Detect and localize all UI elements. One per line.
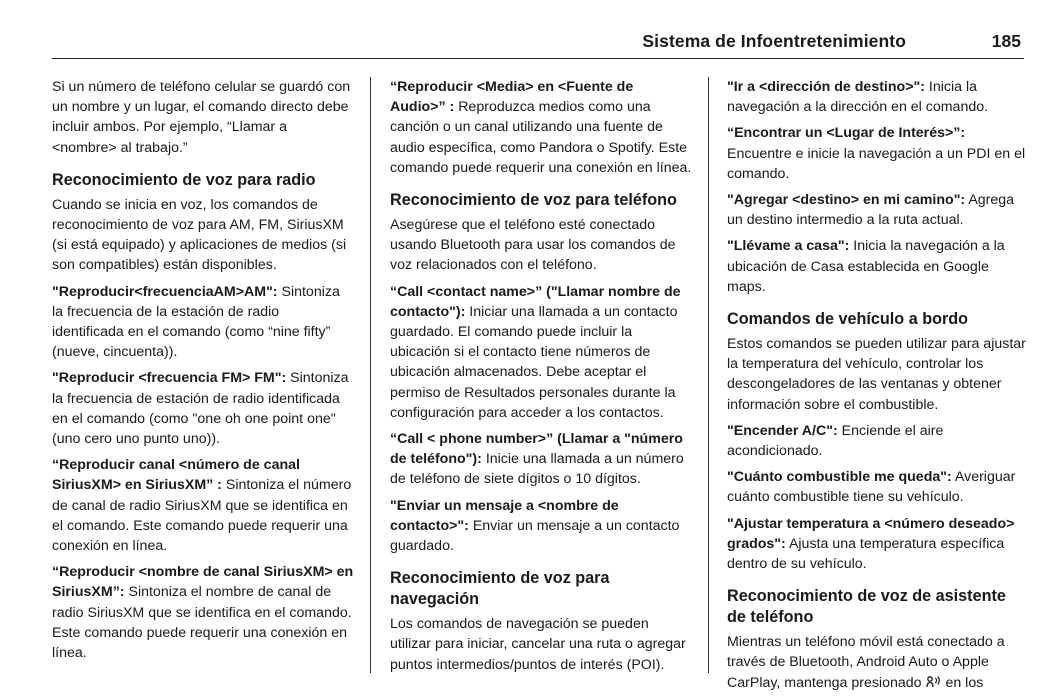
command-description: Enviar un mensaje a un contacto guardado.	[390, 517, 680, 555]
command-label: "Reproducir <frecuencia FM> FM":	[52, 370, 287, 387]
paragraph: Estos comandos se pueden utilizar para ajustar la temperatura del vehículo, controlar los descongeladores de las ventanas y obtener información sobre el combustible.	[727, 336, 1026, 413]
command-description: Inicie una llamada a un número de teléfono de siete dígitos o 10 dígitos.	[390, 451, 684, 488]
command-description: Sintoniza el nombre de canal de radio SiriusXM que se identifica en el comando. Este comando puede requerir una conexión en línea.	[52, 584, 352, 662]
paragraph: Los comandos de navegación se pueden utilizar para iniciar, cancelar una ruta o agregar puntos intermedios/puntos de interés (POI).	[390, 616, 686, 673]
command-entry	[52, 282, 354, 363]
command-description: Iniciar una llamada a un contacto guardado. El comando puede incluir la ubicación si el contacto tiene números de ubicación almacenados. Debe aceptar el permiso de Resultados personales durante la configuración para acceder a los contactos.	[390, 303, 678, 421]
column-3	[727, 77, 1029, 691]
command-label: “Reproducir <nombre de canal SiriusXM> en SiriusXM”:	[52, 564, 354, 601]
column-1	[52, 77, 354, 677]
command-description: Sintoniza el número de canal de radio SiriusXM que se identifica en el comando. Este comando puede requerir una conexión en línea.	[52, 477, 352, 555]
command-entry	[390, 496, 692, 557]
command-label: “Call < phone number>” (Llamar a "número de teléfono"):	[390, 431, 683, 468]
command-label: "Agregar <destino> en mi camino":	[727, 192, 966, 209]
command-label: “Encontrar un <Lugar de Interés>”:	[727, 125, 966, 142]
heading-radio: Reconocimiento de voz para radio	[52, 170, 316, 189]
command-entry	[390, 282, 692, 423]
command-description: Encuentre e inicie la navegación a un PDI en el comando.	[727, 145, 1026, 182]
command-entry	[52, 562, 354, 663]
command-description: Averiguar cuánto combustible tiene su vehículo.	[727, 469, 1016, 506]
heading-vehicle-commands: Comandos de vehículo a bordo	[727, 310, 969, 329]
command-entry	[727, 236, 1029, 297]
command-label: "Enviar un mensaje a <nombre de contacto>":	[390, 497, 619, 534]
paragraph: Cuando se inicia en voz, los comandos de reconocimiento de voz para AM, FM, SiriusXM (si está equipado) y aplicaciones de medios (si son compatibles) están disponibles.	[52, 196, 347, 274]
command-entry	[52, 368, 354, 449]
command-label: “Call <contact name>” ("Llamar nombre de contacto"):	[390, 283, 681, 320]
command-entry	[52, 455, 354, 556]
command-label: "Cuánto combustible me queda":	[727, 469, 952, 486]
paragraph-text: Mientras un teléfono móvil está conectado a través de Bluetooth, Android Auto o Apple CarPlay, mantenga presionado	[727, 634, 1005, 691]
command-description: Sintoniza la frecuencia de estación de radio identificada en el comando (como "one oh one point one" (uno cero uno punto uno)).	[52, 370, 349, 448]
heading-phone-assistant: Reconocimiento de voz de asistente de teléfono	[727, 587, 1006, 627]
heading-navigation: Reconocimiento de voz para navegación	[390, 569, 610, 609]
command-description: Inicia la navegación a la dirección en el comando.	[727, 79, 989, 116]
command-description: Inicia la navegación a la ubicación de Casa establecida en Google maps.	[727, 238, 1005, 295]
column-2	[390, 77, 692, 677]
command-entry	[390, 77, 692, 178]
command-label: "Ajustar temperatura a <número deseado> grados":	[727, 515, 1015, 552]
column-divider	[370, 77, 371, 673]
command-description: Ajusta una temperatura específica dentro de su vehículo.	[727, 535, 1005, 573]
command-label: "Reproducir<frecuenciaAM>AM":	[52, 283, 278, 300]
command-entry	[727, 421, 1029, 461]
command-label: "Llévame a casa":	[727, 238, 850, 255]
section-title: Sistema de Infoentretenimiento	[642, 31, 906, 51]
command-description: Reproduzca medios como una canción o un canal utilizando una fuente de audio específica, como Pandora o Spotify. Este comando puede requerir una conexión en línea.	[390, 99, 692, 176]
paragraph: Asegúrese que el teléfono esté conectado usando Bluetooth para usar los comandos de voz relacionados con el teléfono.	[390, 217, 676, 274]
command-label: “Reproducir canal <número de canal SiriusXM> en SiriusXM” :	[52, 457, 300, 494]
command-entry	[390, 429, 692, 490]
heading-phone: Reconocimiento de voz para teléfono	[390, 191, 677, 210]
command-label: “Reproducir <Media> en <Fuente de Audio>” :	[390, 79, 634, 116]
page-header	[52, 30, 1024, 59]
push-to-talk-icon	[926, 675, 942, 689]
column-divider	[708, 77, 709, 673]
page-number: 185	[991, 31, 1021, 51]
command-entry	[727, 467, 1029, 507]
paragraph: Si un número de teléfono celular se guardó con un nombre y un lugar, el comando directo debe incluir ambos. Por ejemplo, “Llamar a <nombre> al trabajo.”	[52, 79, 351, 156]
paragraph-text: en los	[945, 674, 984, 691]
command-entry	[727, 190, 1029, 230]
command-label: "Ir a <dirección de destino>":	[727, 79, 925, 95]
command-description: Agrega un destino intermedio a la ruta actual.	[727, 192, 1015, 229]
command-entry	[727, 123, 1029, 184]
command-description: Sintoniza la frecuencia de la estación de radio identificada en el comando (como “nine fifty” (nueve, cincuenta)).	[52, 283, 340, 361]
command-label: "Encender A/C":	[727, 422, 838, 439]
command-entry	[727, 514, 1029, 575]
paragraph	[727, 632, 1029, 693]
command-entry	[727, 77, 1029, 117]
command-description: Enciende el aire acondicionado.	[727, 422, 944, 460]
